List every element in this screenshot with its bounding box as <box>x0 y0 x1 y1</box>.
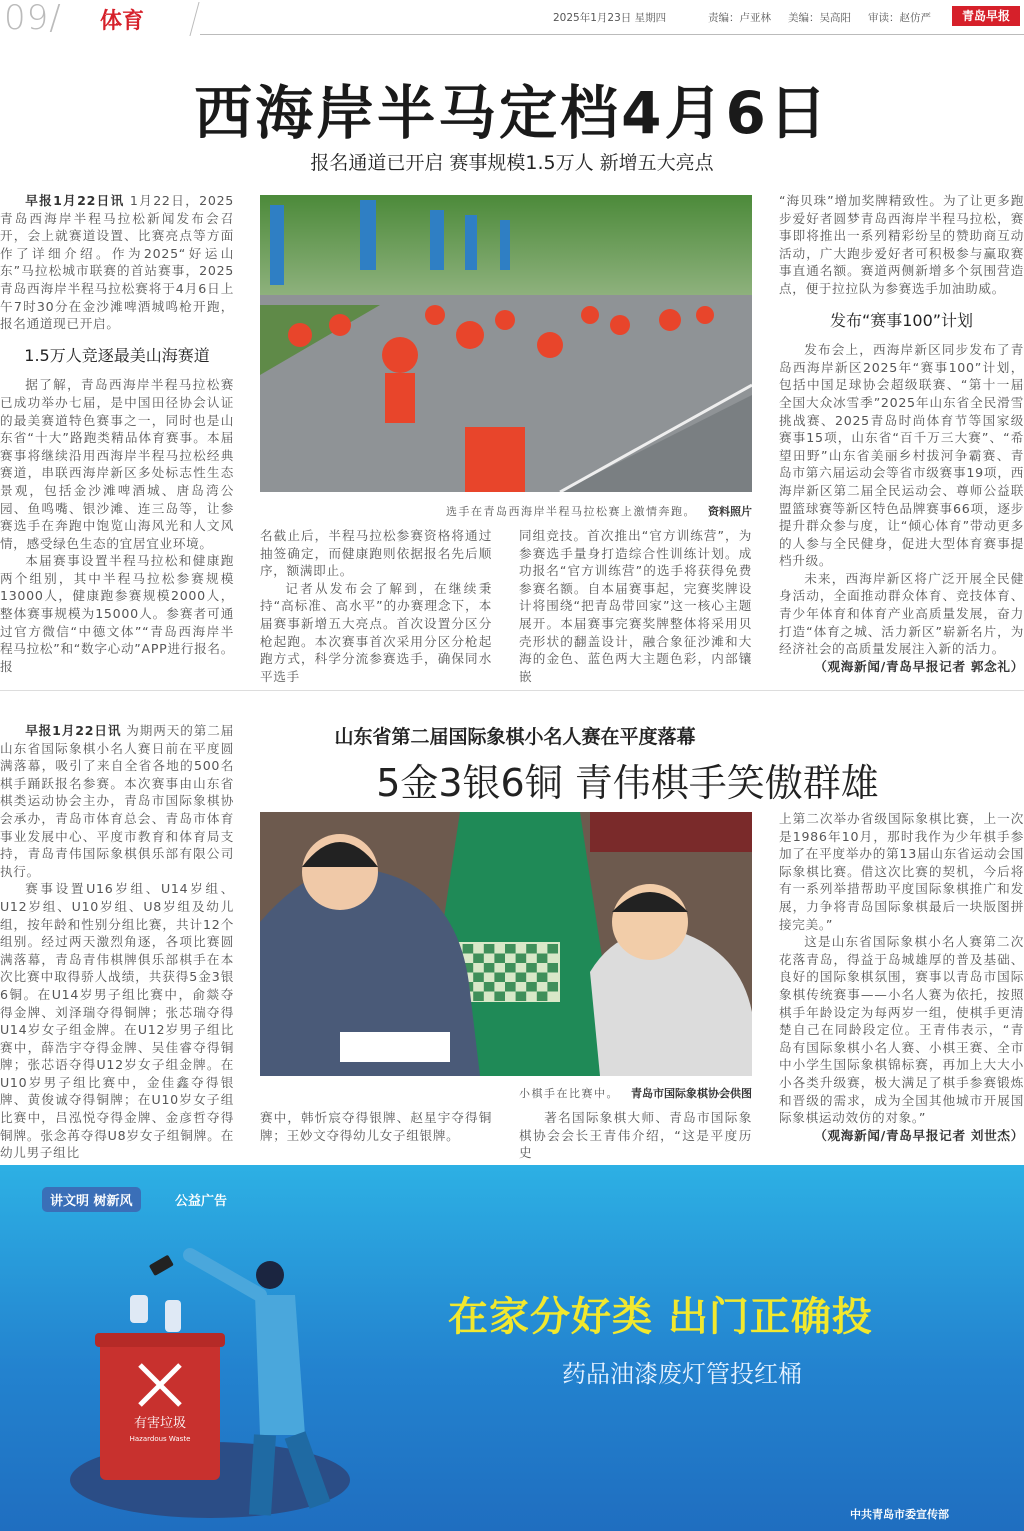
chessboard-square <box>473 954 484 964</box>
dateline: 早报1月22日讯 <box>25 193 125 208</box>
article-column <box>0 722 234 1162</box>
chessboard-square <box>516 954 527 964</box>
marathon-photo <box>260 195 752 492</box>
paragraph: 赛事设置U16岁组、U14岁组、U12岁组、U10岁组、U8岁组及幼儿组，按年龄和性别分组比赛，共计12个组别。经过两天激烈角逐，各项比赛圆满落幕，青岛青伟棋牌俱乐部棋手在本次比赛中取得骄人战绩，共获得5金3银6铜。在U14岁男子组比赛中，俞燚夺得金牌、刘泽瑞夺得铜牌；张芯瑞夺得U14岁女子组金牌。在U12岁男子组比赛中，薛浩宇夺得金牌、吴佳睿夺得铜牌；张芯语夺得U12岁女子组金牌。在U10岁男子组比赛中，金佳鑫夺得银牌、黄俊诚夺得铜牌；在U10岁女子组比赛中，吕泓悦夺得金牌、金彦哲夺得铜牌。张念苒夺得U8岁女子组铜牌。在幼儿男子组比 <box>0 881 234 1161</box>
lead-paragraph <box>0 722 234 880</box>
article-column <box>260 1109 492 1144</box>
paragraph: 名截止后，半程马拉松参赛资格将通过抽签确定，而健康跑则依据报名先后顺序，额满即止。 <box>260 528 492 579</box>
bin-label: 有害垃圾 <box>133 1416 187 1431</box>
designer-credit: 美编：吴高阳 <box>788 12 851 24</box>
chessboard-square <box>494 973 505 983</box>
paragraph: 未来，西海岸新区将广泛开展全民健身活动，全面推动群众体育、竞技体育、青少年体育和体育产业高质量发展，奋力打造“体育之城、活力新区”崭新名片，为经济社会的高质量发展注入新的活力。 <box>779 570 1024 657</box>
chessboard-square <box>505 982 516 992</box>
chessboard-square <box>494 992 505 1002</box>
headline: 西海岸半马定档4月6日 <box>194 79 830 147</box>
chessboard-square <box>484 982 495 992</box>
lead-text: 1月22日，2025青岛西海岸半程马拉松新闻发布会召开，会上就赛道设置、比赛亮点等方面作了详细介绍。作为2025“好运山东”马拉松城市联赛的首站赛事，2025青岛西海岸半程马拉松赛将于4月6日上午7时30分在金沙滩啤酒城鸣枪开跑，报名通道现已开启。 <box>0 193 235 332</box>
dateline: 早报1月22日讯 <box>25 723 122 738</box>
chessboard-square <box>505 944 516 954</box>
chessboard-square <box>484 963 495 973</box>
ad-type-label: 公益广告 <box>175 1194 228 1209</box>
divider <box>189 2 199 36</box>
chessboard-square <box>537 992 548 1002</box>
chessboard-square <box>516 973 527 983</box>
article-column <box>779 810 1024 1144</box>
caption-text: 选手在青岛西海岸半程马拉松赛上激情奔跑。 <box>446 505 696 518</box>
paragraph: 发布会上，西海岸新区同步发布了青岛西海岸新区2025年“赛事100”计划，包括中国足球协会超级联赛、“第十一届全国大众冰雪季”2025年山东省全民滑雪挑战赛、2025青岛时尚体育节等国家级赛事15项，山东省“百千万三大赛”、“希望田野”山东省美丽乡村拔河争霸赛、青岛市第六届运动会等省市级赛事19项，西海岸新区第二届全民运动会、尊师公益联盟篮球赛等新区特色品牌赛事66项，逐步提升群众参与度，让“倾心体育”带动更多的人参与全民健身，促进大型体育赛事提档升级。 <box>779 342 1024 569</box>
recycling-illustration <box>60 1235 400 1525</box>
paragraph: “海贝珠”增加奖牌精致性。为了让更多跑步爱好者圆梦青岛西海岸半程马拉松，赛事即将推出一系列精彩纷呈的赞助商互动活动，广大跑步爱好者可积极参与赢取赛事直通名额。赛道两侧新增多个氛围营造点，便于拉拉队为参赛选手加油助威。 <box>779 193 1024 296</box>
chessboard-square <box>547 963 558 973</box>
article-column <box>519 527 752 685</box>
headline: 5金3银6铜 青伟棋手笑傲群雄 <box>376 761 879 805</box>
subheadline: 报名通道已开启 赛事规模1.5万人 新增五大亮点 <box>310 152 714 174</box>
paragraph: 据了解，青岛西海岸半程马拉松赛已成功举办七届，是中国田径协会认证的最美赛道特色赛事之一，同时也是山东省“十大”路跑类精品体育赛事。本届赛事将继续沿用西海岸半程马拉松经典赛道，串联西海岸新区多处标志性生态景观，包括金沙滩啤酒城、唐岛湾公园、鱼鸣嘴、银沙滩、连三岛等，让参赛选手在奔跑中饱览山海风光和人文风情，感受绿色生态的宜居宜业环境。 <box>0 377 234 551</box>
bin-label-en: Hazardous Waste <box>129 1435 191 1443</box>
subhead: 发布“赛事100”计划 <box>829 310 974 330</box>
paragraph: 本届赛事设置半程马拉松和健康跑两个组别，其中半程马拉松参赛规模13000人，健康跑参赛规模2000人，整体赛事规模为15000人。参赛者可通过官方微信“中德文体”“青岛西海岸半程马拉松”和“数字心动”APP进行报名。报 <box>0 553 234 674</box>
ad-subslogan: 药品油漆废灯管投红桶 <box>562 1360 802 1388</box>
page-number: 09/ <box>4 0 62 38</box>
byline: （观海新闻/青岛早报记者 郭念礼） <box>814 658 1024 674</box>
newspaper-logo: 青岛早报 <box>952 6 1020 26</box>
chessboard-square <box>526 963 537 973</box>
article-column <box>519 1109 752 1162</box>
section-divider <box>0 690 1024 691</box>
chessboard-square <box>537 954 548 964</box>
photo-caption <box>260 503 752 519</box>
photo-caption <box>260 1085 752 1101</box>
subhead: 1.5万人竞逐最美山海赛道 <box>24 345 210 365</box>
chessboard-square <box>484 944 495 954</box>
public-service-ad <box>0 1165 1024 1531</box>
chessboard-square <box>505 963 516 973</box>
chessboard-square <box>494 954 505 964</box>
chessboard-square <box>526 944 537 954</box>
chess-photo <box>260 812 752 1076</box>
ad-campaign-tag: 讲文明 树新风 <box>42 1187 141 1212</box>
chessboard-square <box>537 973 548 983</box>
article-column <box>779 192 1024 675</box>
paragraph: 著名国际象棋大师、青岛市国际象棋协会会长王青伟介绍，“这是平度历史 <box>519 1110 752 1161</box>
photo-credit: 青岛市国际象棋协会供图 <box>631 1087 752 1100</box>
article-column <box>260 527 492 685</box>
caption-text: 小棋手在比赛中。 <box>519 1087 619 1100</box>
article-column <box>0 192 234 675</box>
chessboard-square <box>547 944 558 954</box>
byline: （观海新闻/青岛早报记者 刘世杰） <box>814 1127 1024 1143</box>
ad-sponsor: 中共青岛市委宣传部 <box>850 1508 949 1521</box>
editor-credit: 责编：卢亚林 <box>708 12 771 24</box>
lead-paragraph <box>0 192 234 333</box>
chessboard-square <box>516 992 527 1002</box>
section-name: 体育 <box>100 9 145 34</box>
paragraph: 上第二次举办省级国际象棋比赛，上一次是1986年10月，那时我作为少年棋手参加了在平度举办的第13届山东省运动会国际象棋比赛。借这次比赛的契机，今后将有一系列举措帮助平度国际象棋推广和发展，力争将青岛国际象棋最后一块版图拼接完美。” <box>779 811 1024 932</box>
proofreader-credit: 审读：赵仿严 <box>868 12 931 24</box>
paragraph: 同组竞技。首次推出“官方训练营”，为参赛选手量身打造综合性训练计划。成功报名“官方训练营”的选手将获得免费参赛名额。自本届赛事起，完赛奖牌设计将围绕“把青岛带回家”这一核心主题展开。本届赛事完赛奖牌整体将采用贝壳形状的翻盖设计，融合象征沙滩和大海的金色、蓝色两大主题色彩，内部镶嵌 <box>519 528 752 684</box>
issue-date: 2025年1月23日 星期四 <box>553 12 667 24</box>
paragraph: 这是山东省国际象棋小名人赛第二次花落青岛，得益于岛城雄厚的普及基础、良好的国际象棋氛围，赛事以青岛市国际象棋传统赛事——小名人赛为依托，按照棋手年龄设定为每两岁一组，使棋手更清楚自己在同龄段定位。王青伟表示，“青岛有国际象棋小名人赛、小棋王赛、全市中小学生国际象棋锦标赛，再加上大大小小各类升级赛，极大满足了棋手参赛锻炼和晋级的需求，成为全国其他城市开展国际象棋运动效仿的对象。” <box>779 934 1024 1126</box>
ad-slogan: 在家分好类 出门正确投 <box>448 1294 873 1340</box>
lead-text: 为期两天的第二届山东省国际象棋小名人赛日前在平度圆满落幕，吸引了来自全省各地的500名棋手踊跃报名参赛。本次赛事由山东省棋类运动协会主办，青岛市国际象棋协会承办，青岛市体育总会、青岛市体育事业发展中心、平度市教育和体育局支持，青岛青伟国际象棋俱乐部有限公司执行。 <box>0 723 235 879</box>
chessboard-square <box>463 944 474 954</box>
kicker-headline: 山东省第二届国际象棋小名人赛在平度落幕 <box>334 726 696 748</box>
paragraph: 记者从发布会了解到，在继续秉持“高标准、高水平”的办赛理念下，本届赛事新增五大亮点。首次设置分区分枪起跑。本次赛事首次采用分区分枪起跑方式，科学分流参赛选手，确保同水平选手 <box>260 580 492 684</box>
header-rule <box>200 34 1024 35</box>
chessboard-square <box>473 992 484 1002</box>
photo-credit: 资料照片 <box>708 505 752 518</box>
paragraph: 赛中，韩忻宸夺得银牌、赵星宇夺得铜牌；王妙文夺得幼儿女子组银牌。 <box>260 1110 492 1143</box>
chessboard-square <box>526 982 537 992</box>
chessboard-square <box>473 973 484 983</box>
chessboard-square <box>547 982 558 992</box>
